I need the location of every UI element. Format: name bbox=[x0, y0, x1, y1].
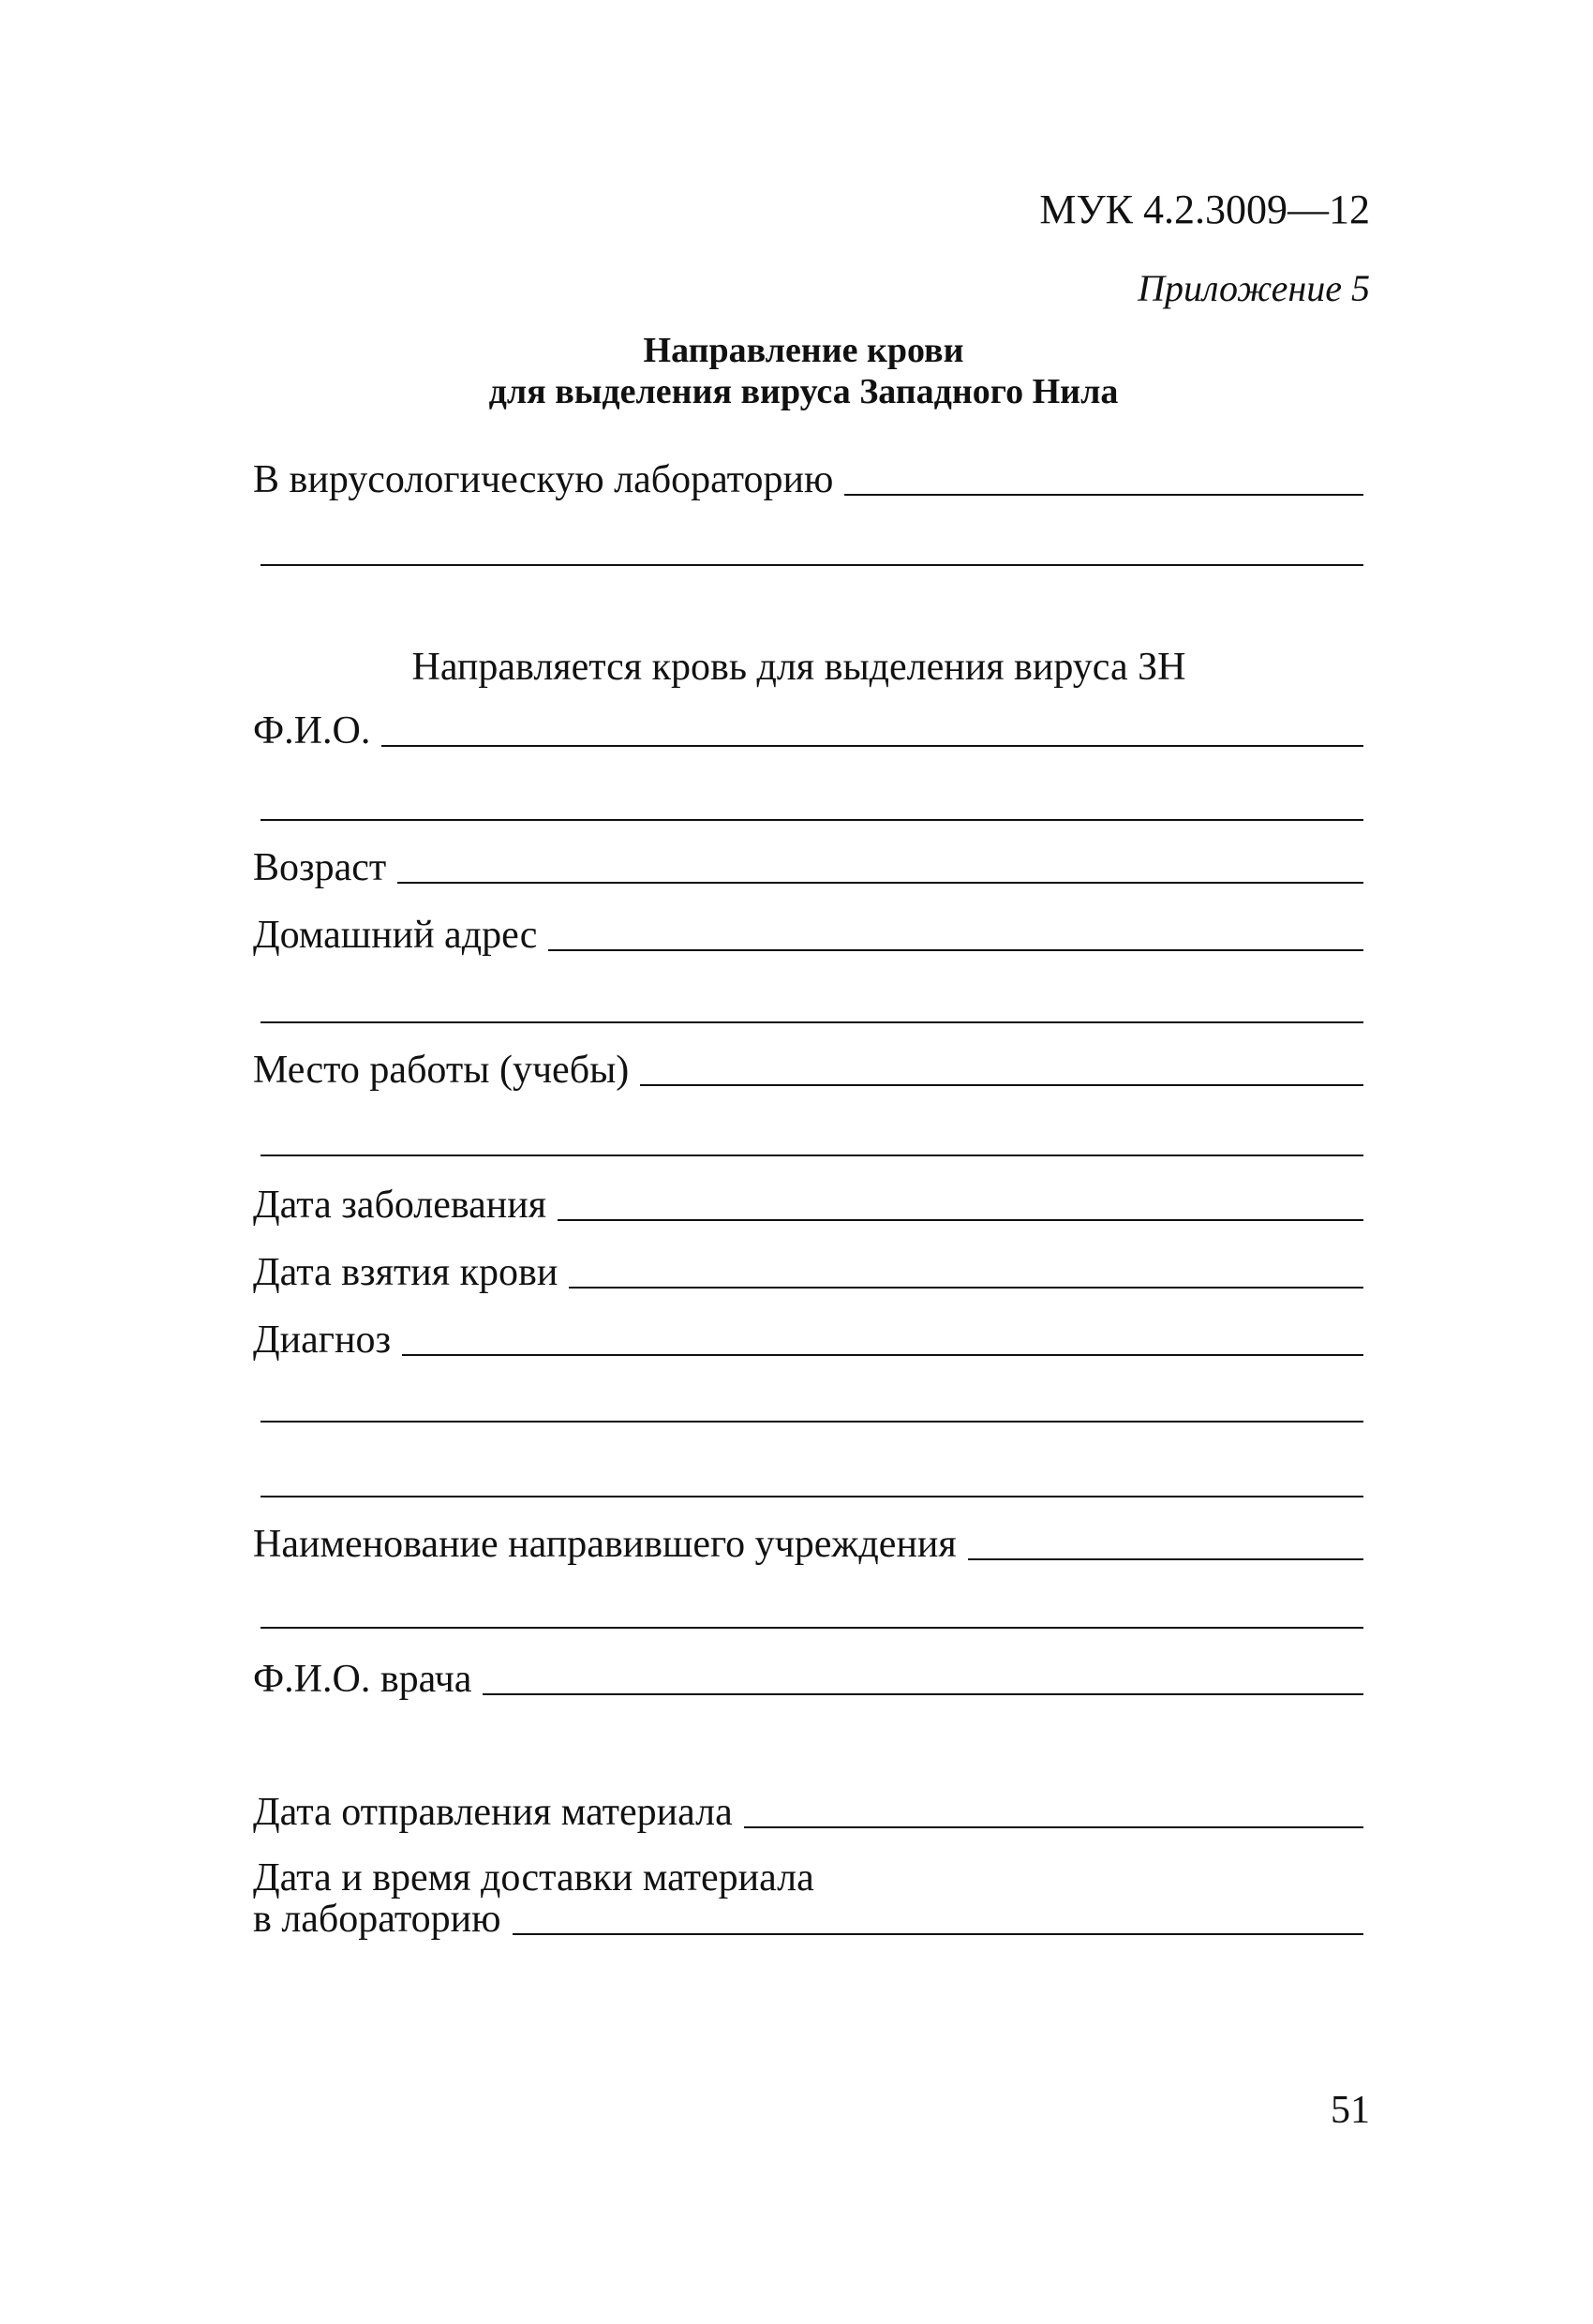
lab-field[interactable] bbox=[253, 457, 1363, 502]
institution-field-continuation-line[interactable] bbox=[261, 1627, 1363, 1629]
workplace-field-label: Место работы (учебы) bbox=[253, 1049, 630, 1092]
diagnosis-field-continuation-line-2[interactable] bbox=[261, 1496, 1363, 1497]
document-code: МУК 4.2.3009—12 bbox=[1039, 186, 1370, 232]
doctor-field[interactable] bbox=[253, 1657, 1363, 1702]
form-title-line-2: для выделения вируса Западного Нила bbox=[488, 372, 1119, 411]
lab-field-continuation-line[interactable] bbox=[261, 564, 1363, 566]
address-field-line[interactable] bbox=[548, 949, 1363, 951]
appendix-label: Приложение 5 bbox=[1138, 267, 1370, 309]
page-number: 51 bbox=[1331, 2089, 1370, 2132]
diagnosis-field-continuation-line-1[interactable] bbox=[261, 1421, 1363, 1423]
send-date-field-label: Дата отправления материала bbox=[253, 1791, 733, 1834]
diagnosis-field-label: Диагноз bbox=[253, 1318, 392, 1362]
blood-date-field-label: Дата взятия крови bbox=[253, 1251, 558, 1294]
institution-field-label: Наименование направившего учреждения bbox=[253, 1523, 957, 1566]
blood-date-field[interactable] bbox=[253, 1250, 1363, 1295]
age-field-label: Возраст bbox=[253, 846, 387, 889]
workplace-field[interactable] bbox=[253, 1048, 1363, 1093]
illness-date-field[interactable] bbox=[253, 1183, 1363, 1228]
age-field[interactable] bbox=[253, 845, 1363, 890]
illness-date-field-line[interactable] bbox=[558, 1219, 1363, 1221]
address-field-label: Домашний адрес bbox=[253, 914, 538, 957]
delivery-date-field-label: в лабораторию bbox=[253, 1898, 501, 1941]
workplace-field-line[interactable] bbox=[640, 1084, 1363, 1086]
doctor-field-label: Ф.И.О. врача bbox=[253, 1658, 472, 1701]
lab-field-label: В вирусологическую лабораторию bbox=[253, 458, 834, 501]
delivery-date-field[interactable] bbox=[253, 1897, 1363, 1942]
name-field[interactable] bbox=[253, 708, 1363, 753]
name-field-line[interactable] bbox=[381, 745, 1363, 747]
delivery-date-field-line[interactable] bbox=[513, 1933, 1363, 1935]
institution-field[interactable] bbox=[253, 1522, 1363, 1567]
diagnosis-field-line[interactable] bbox=[402, 1354, 1363, 1356]
age-field-line[interactable] bbox=[397, 882, 1363, 884]
send-date-field-line[interactable] bbox=[744, 1826, 1363, 1828]
delivery-date-label-line-1: Дата и время доставки материала bbox=[253, 1856, 814, 1899]
send-date-field[interactable] bbox=[253, 1790, 1363, 1835]
address-field[interactable] bbox=[253, 913, 1363, 958]
form-title-line-1: Направление крови bbox=[643, 331, 964, 370]
lab-field-line[interactable] bbox=[844, 494, 1363, 496]
form-intro-text: Направляется кровь для выделения вируса ЗН bbox=[411, 646, 1186, 689]
address-field-continuation-line[interactable] bbox=[261, 1021, 1363, 1023]
doctor-field-line[interactable] bbox=[483, 1693, 1363, 1695]
name-field-label: Ф.И.О. bbox=[253, 709, 371, 752]
illness-date-field-label: Дата заболевания bbox=[253, 1184, 547, 1227]
institution-field-line[interactable] bbox=[968, 1558, 1363, 1560]
diagnosis-field[interactable] bbox=[253, 1318, 1363, 1363]
name-field-continuation-line[interactable] bbox=[261, 819, 1363, 821]
blood-date-field-line[interactable] bbox=[569, 1287, 1363, 1289]
workplace-field-continuation-line[interactable] bbox=[261, 1155, 1363, 1156]
